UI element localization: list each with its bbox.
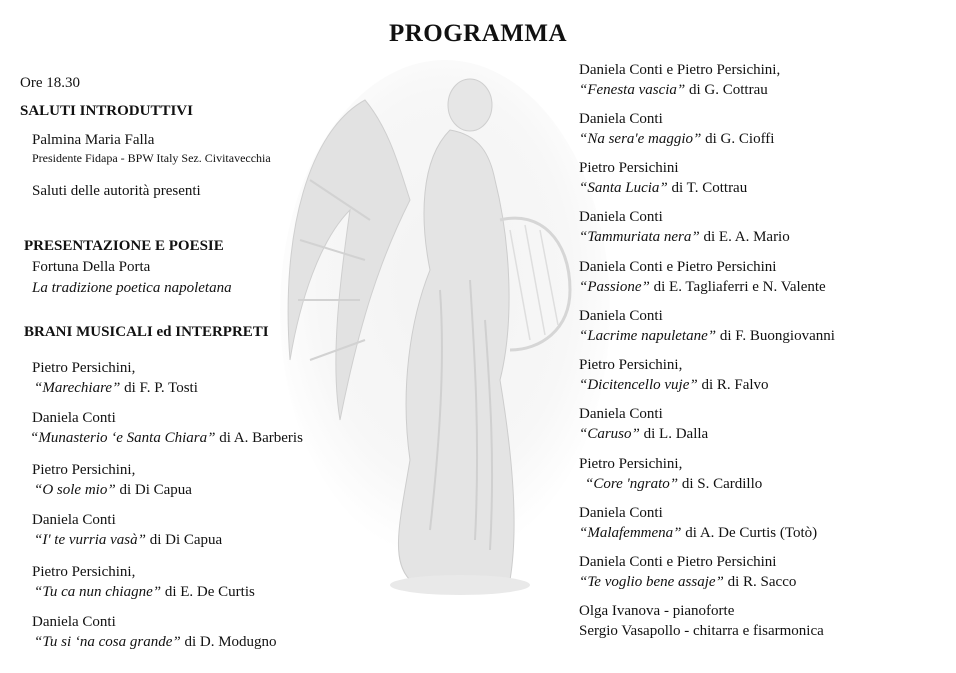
performer: Daniela Conti [579, 209, 663, 225]
song-author: di Di Capua [145, 532, 223, 548]
song-line [30, 428, 303, 448]
song-line [579, 277, 826, 297]
section-heading-poetry: PRESENTAZIONE E POESIE [24, 238, 224, 254]
performer: Daniela Conti [32, 512, 116, 528]
song-author: di G. Cottrau [685, 82, 768, 98]
program-item [32, 358, 198, 398]
performer: Daniela Conti [579, 111, 663, 127]
song-line [579, 474, 762, 494]
song-author: di L. Dalla [639, 426, 709, 442]
performer: Daniela Conti e Pietro Persichini [579, 259, 777, 275]
song-line [579, 227, 790, 247]
song-title: “O sole mio” [34, 482, 116, 498]
performer: Daniela Conti [579, 308, 663, 324]
song-line [579, 572, 796, 592]
performer: Pietro Persichini, [579, 456, 683, 472]
musician-guitar: Sergio Vasapollo - chitarra e fisarmonica [579, 623, 824, 639]
song-title: “Core 'ngrato” [585, 476, 679, 492]
program-item [579, 355, 769, 395]
song-title: “Passione” [579, 279, 650, 295]
musicians [579, 601, 824, 641]
performer: Pietro Persichini, [32, 564, 136, 580]
song-author: di S. Cardillo [678, 476, 763, 492]
song-line [579, 80, 780, 100]
song-title: “Malafemmena” [579, 525, 682, 541]
song-author: di E. Tagliaferri e N. Valente [649, 279, 826, 295]
authorities-greetings: Saluti delle autorità presenti [32, 183, 201, 199]
song-author: di E. De Curtis [161, 584, 255, 600]
song-line [579, 375, 769, 395]
performer: Pietro Persichini [579, 160, 679, 176]
program-item [32, 562, 255, 602]
performer: Pietro Persichini, [579, 357, 683, 373]
program-item [32, 408, 303, 448]
song-author: di A. Barberis [215, 430, 303, 446]
section-heading-greetings: SALUTI INTRODUTTIVI [20, 103, 193, 119]
song-author: di A. De Curtis (Totò) [681, 525, 818, 541]
program-item [579, 207, 790, 247]
song-line [579, 523, 817, 543]
start-time: Ore 18.30 [20, 75, 80, 91]
song-title: “Te voglio bene assaje” [579, 574, 724, 590]
poetry-title: La tradizione poetica napoletana [32, 280, 232, 296]
performer: Daniela Conti e Pietro Persichini, [579, 62, 781, 78]
performer: Pietro Persichini, [32, 462, 136, 478]
song-title: “I' te vurria vasà” [34, 532, 146, 548]
song-author: di F. Buongiovanni [716, 328, 835, 344]
song-author: di T. Cottrau [667, 180, 748, 196]
program-item [32, 612, 277, 652]
poet-name: Fortuna Della Porta [32, 259, 151, 275]
performer: Daniela Conti [579, 505, 663, 521]
speaker-name: Palmina Maria Falla [32, 132, 155, 148]
song-title: “Dicitencello vuje” [579, 377, 698, 393]
song-author: di Di Capua [115, 482, 192, 498]
musician-piano: Olga Ivanova - pianoforte [579, 603, 735, 619]
song-line [579, 129, 774, 149]
song-author: di R. Falvo [697, 377, 769, 393]
performer: Pietro Persichini, [32, 360, 136, 376]
program-item [579, 503, 817, 543]
program-item [579, 158, 747, 198]
program-item [579, 109, 774, 149]
song-author: di R. Sacco [723, 574, 797, 590]
song-line [579, 178, 747, 198]
song-line [579, 424, 708, 444]
song-line [32, 632, 277, 652]
song-title: “Tammuriata nera” [579, 229, 700, 245]
program-item [579, 306, 835, 346]
song-author: di D. Modugno [180, 634, 277, 650]
song-title: “Marechiare” [34, 380, 121, 396]
performer: Daniela Conti [579, 406, 663, 422]
song-author: di G. Cioffi [701, 131, 775, 147]
song-title: “Munasterio ‘e Santa Chiara” [30, 430, 216, 446]
section-heading-music: BRANI MUSICALI ed INTERPRETI [24, 324, 269, 340]
song-title: “Fenesta vascia” [579, 82, 686, 98]
speaker-role: Presidente Fidapa - BPW Italy Sez. Civitavecchia [32, 151, 271, 165]
song-line [579, 326, 835, 346]
song-line [32, 378, 198, 398]
program-item [579, 454, 762, 494]
song-title: “Tu si ‘na cosa grande” [34, 634, 181, 650]
song-line [32, 480, 192, 500]
performer: Daniela Conti [32, 410, 116, 426]
song-line [32, 530, 222, 550]
program-item [579, 257, 826, 297]
song-author: di F. P. Tosti [120, 380, 198, 396]
angel-statue-illustration [270, 60, 610, 620]
song-title: “Lacrime napuletane” [579, 328, 717, 344]
song-title: “Tu ca nun chiagne” [34, 584, 162, 600]
program-item [32, 510, 222, 550]
song-title: “Na sera'e maggio” [579, 131, 702, 147]
performer: Daniela Conti [32, 614, 116, 630]
song-title: “Santa Lucia” [579, 180, 668, 196]
program-item [579, 404, 708, 444]
page-title: PROGRAMMA [388, 20, 568, 47]
program-item [32, 460, 192, 500]
song-author: di E. A. Mario [699, 229, 790, 245]
song-line [32, 582, 255, 602]
performer: Daniela Conti e Pietro Persichini [579, 554, 777, 570]
program-item [579, 552, 796, 592]
song-title: “Caruso” [579, 426, 640, 442]
program-item [579, 60, 780, 100]
